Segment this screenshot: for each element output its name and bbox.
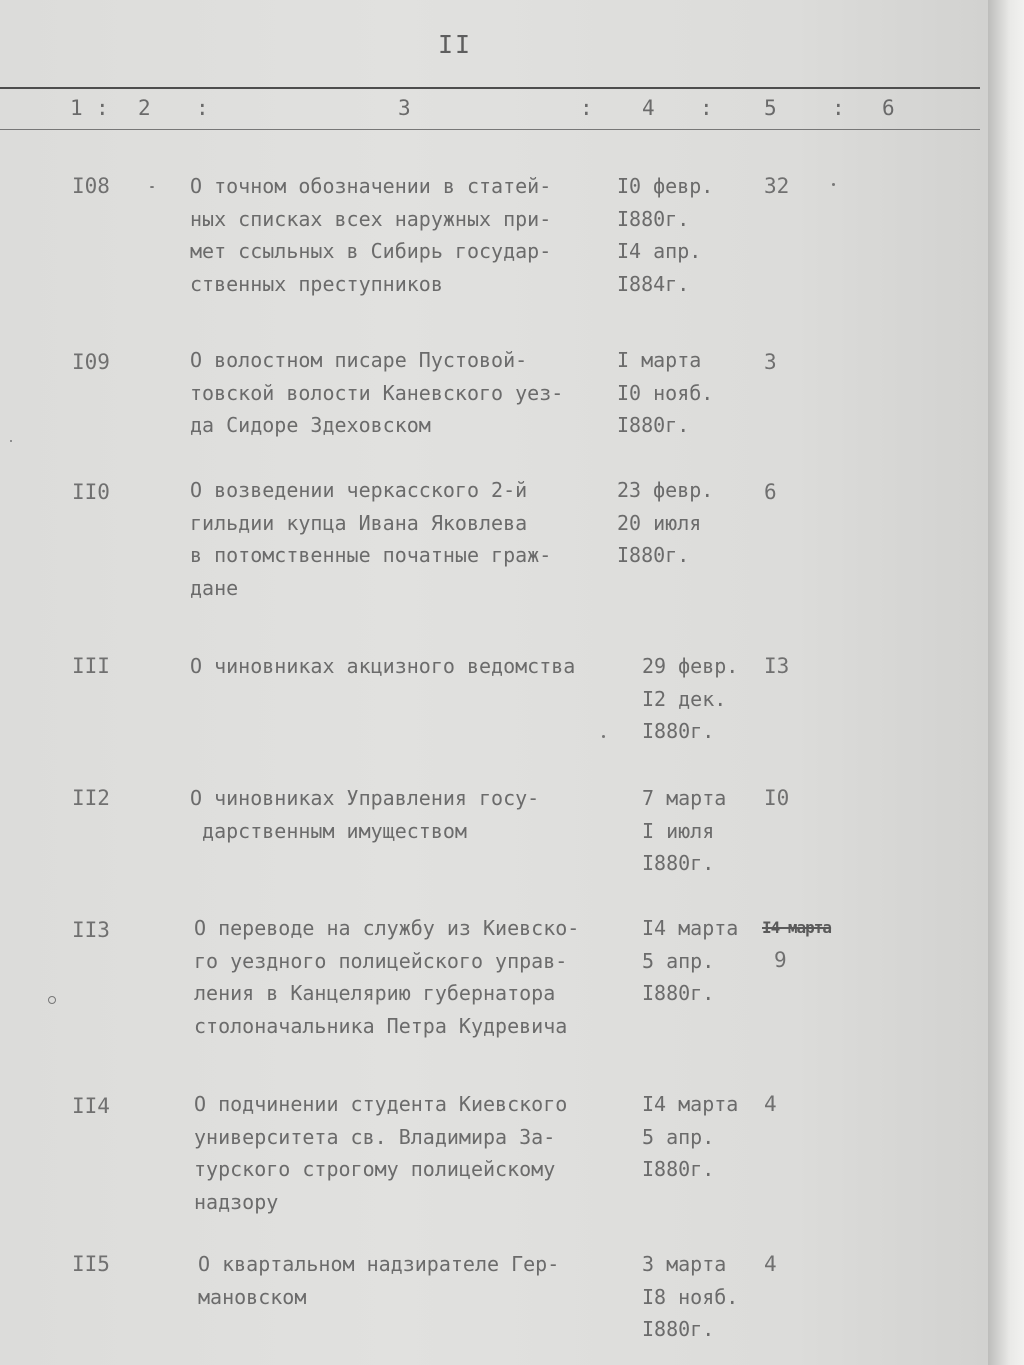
entry-sheet-count: 4 xyxy=(764,1252,777,1276)
entry-dates xyxy=(617,474,713,572)
entry-sheet-count: I3 xyxy=(764,654,790,678)
overstruck-text: I4 марта xyxy=(762,918,832,937)
inventory-entry xyxy=(0,650,980,743)
inventory-entry xyxy=(0,1248,980,1341)
entry-title-line: турского строгому полицейскому xyxy=(194,1157,556,1181)
entry-dates xyxy=(642,1248,738,1346)
header-col-6: 6 xyxy=(882,96,895,120)
entry-date-line: 7 марта xyxy=(642,786,727,810)
entry-title-line: О чиновниках Управления госу- xyxy=(190,786,540,810)
entry-number: III xyxy=(72,654,110,678)
entry-title xyxy=(190,170,551,300)
header-col-1: 1 xyxy=(70,96,83,120)
entry-title-line: О квартальном надзирателе Гер- xyxy=(198,1252,560,1276)
entry-date-line: 29 февр. xyxy=(642,654,739,678)
entry-date-line: I880г. xyxy=(642,1317,715,1341)
entry-title-line: дане xyxy=(190,575,239,600)
speck xyxy=(602,735,605,738)
entry-title-line: О возведении черкасского 2-й xyxy=(190,478,528,502)
entry-dates xyxy=(642,782,726,880)
inventory-entry xyxy=(0,782,980,875)
entry-title-line: ных списках всех наружных при- xyxy=(190,206,552,231)
entry-title-line: в потомственные початные граж- xyxy=(190,543,552,567)
entry-title xyxy=(194,912,579,1042)
header-separator: : xyxy=(700,96,713,120)
entry-title xyxy=(198,1248,559,1313)
entry-sheet-count: I0 xyxy=(764,786,790,810)
inventory-entry xyxy=(0,344,980,437)
entry-date-line: 5 апр. xyxy=(642,948,715,973)
header-separator: : xyxy=(196,96,209,120)
entry-title xyxy=(190,344,563,442)
entry-title-line: столоначальника Петра Кудревича xyxy=(194,1013,568,1038)
header-separator: : xyxy=(832,96,845,120)
entry-number: II4 xyxy=(72,1094,110,1118)
entry-date-line: I4 марта xyxy=(642,1092,739,1116)
entry-date-line: 20 июля xyxy=(617,510,702,535)
entry-date-line: I4 марта xyxy=(642,916,739,940)
entry-number: II0 xyxy=(72,480,110,504)
entry-date-line: I884г. xyxy=(617,271,690,296)
header-bottom-rule xyxy=(0,129,980,130)
entry-date-line: I880г. xyxy=(642,719,715,743)
entry-number: I08 xyxy=(72,174,110,198)
entry-date-line: 5 апр. xyxy=(642,1124,715,1149)
entry-date-line: 3 марта xyxy=(642,1252,727,1276)
entry-dates xyxy=(642,912,738,1010)
header-col-5: 5 xyxy=(764,96,777,120)
inventory-entry xyxy=(0,1088,980,1214)
inventory-entry xyxy=(0,474,980,600)
header-separator: : xyxy=(580,96,593,120)
entry-dates xyxy=(617,344,713,442)
entry-number: I09 xyxy=(72,350,110,374)
entry-title-line: мановском xyxy=(198,1284,307,1309)
inventory-entry xyxy=(0,912,980,1038)
entry-number: II5 xyxy=(72,1252,110,1276)
entry-date-line: I марта xyxy=(617,348,702,372)
header-col-3: 3 xyxy=(398,96,411,120)
entry-title-line: мет ссыльных в Сибирь государ- xyxy=(190,239,552,263)
entry-date-line: I0 нояб. xyxy=(617,380,714,405)
entry-title-line: дарственным имуществом xyxy=(190,818,467,843)
entry-sheet-count: 32 xyxy=(764,174,790,198)
entry-title-line: ления в Канцелярию губернатора xyxy=(194,981,556,1005)
page-edge xyxy=(988,0,1024,1365)
entry-title-line: О точном обозначении в статей- xyxy=(190,174,552,198)
entry-date-line: I2 дек. xyxy=(642,686,727,711)
entry-title-line: го уездного полицейского управ- xyxy=(194,948,568,973)
entry-title-line: О чиновниках акцизного ведомства xyxy=(190,654,576,678)
entry-dates xyxy=(642,650,738,748)
header-top-rule xyxy=(0,87,980,89)
speck xyxy=(150,186,154,188)
entry-title-line: О подчинении студента Киевского xyxy=(194,1092,568,1116)
entry-title xyxy=(194,1088,567,1218)
entry-title-line: надзору xyxy=(194,1189,279,1214)
entry-date-line: I880г. xyxy=(642,1157,715,1181)
entry-sheet-count: 6 xyxy=(764,480,777,504)
entry-date-line: I0 февр. xyxy=(617,174,714,198)
header-separator: : xyxy=(96,96,109,120)
entry-date-line: 23 февр. xyxy=(617,478,714,502)
entry-number: II3 xyxy=(72,918,110,942)
entry-title xyxy=(190,782,539,847)
speck xyxy=(10,440,12,442)
entry-title-line: университета св. Владимира За- xyxy=(194,1124,556,1149)
entry-date-line: I880г. xyxy=(617,206,690,231)
entry-title xyxy=(190,474,551,604)
speck xyxy=(48,996,56,1004)
entry-sheet-count: 9 xyxy=(774,948,787,972)
entry-sheet-count: 4 xyxy=(764,1092,777,1116)
entry-number: II2 xyxy=(72,786,110,810)
entry-date-line: I4 апр. xyxy=(617,239,702,263)
entry-dates xyxy=(617,170,713,300)
entry-date-line: I880г. xyxy=(617,413,690,437)
entry-title-line: товской волости Каневского уез- xyxy=(190,380,564,405)
entry-title-line: О волостном писаре Пустовой- xyxy=(190,348,528,372)
entry-title-line: ственных преступников xyxy=(190,271,443,296)
entry-title-line: О переводе на службу из Киевско- xyxy=(194,916,580,940)
inventory-entry xyxy=(0,170,980,296)
entry-date-line: I880г. xyxy=(642,981,715,1005)
entry-sheet-count: 3 xyxy=(764,350,777,374)
header-col-4: 4 xyxy=(642,96,655,120)
page-number: II xyxy=(438,30,473,59)
entry-title-line: да Сидоре Здеховском xyxy=(190,413,431,437)
entry-date-line: I880г. xyxy=(642,851,715,875)
header-col-2: 2 xyxy=(138,96,151,120)
entry-dates xyxy=(642,1088,738,1186)
entry-date-line: I июля xyxy=(642,818,715,843)
entry-date-line: I8 нояб. xyxy=(642,1284,739,1309)
entry-title-line: гильдии купца Ивана Яковлева xyxy=(190,510,528,535)
speck xyxy=(832,183,835,186)
entry-date-line: I880г. xyxy=(617,543,690,567)
entry-title xyxy=(190,650,575,683)
